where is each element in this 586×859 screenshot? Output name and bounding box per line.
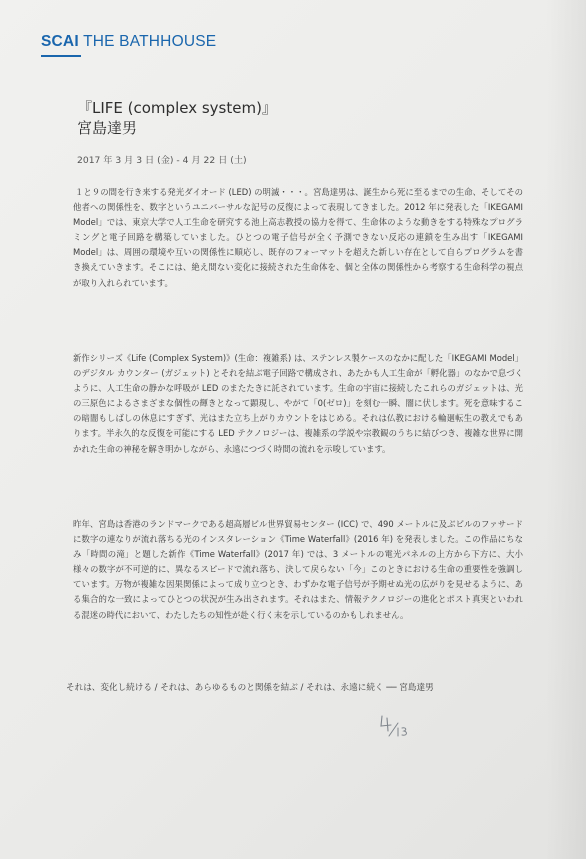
paragraph-new-series: 新作シリーズ《Life (Complex System)》(生命：複雑系) は、ステンレス製ケースのなかに配した「IKEGAMI Model」のデジタル カウンター (ガジェット) とそれを結ぶ電子回路で構成され、あたかも人工生命が「孵化器」のなかで息づくように、人工生命の静かな呼吸が LED のまたたきに託されています。生命の宇宙に接続したこれらのガジェットは、光の三原色によるさまざまな個性の輝きとなって顕現し、やがて「0(ゼロ)」を刻む一瞬、闇に伏します。死を意味するこの暗闇もしばしの休息にすぎず、光はまた立ち上がりカウントをはじめる。それは仏教における輪廻転生の教えでもあります。半永久的な反復を可能にする LED テクノロジーは、複雑系の学説や宗教観のうちに結びつき、複雑な世界に開かれた生命の神秘を解き明かしながら、永遠につづく時間の流れを示唆しています。 bbox=[73, 353, 523, 454]
logo-brand: SCAI bbox=[41, 33, 79, 50]
logo-name: THE BATHHOUSE bbox=[83, 33, 217, 50]
paragraph-intro: １と９の間を行き来する発光ダイオード (LED) の明滅・・・。宮島達男は、誕生から死に至るまでの生命、そしてその他者への関係性を、数字というユニバーサルな記号の反復によって表現してきました。2012 年に発表した「IKEGAMI Model」では、東京大学で人工生命を研究する池上高志教授の協力を得て、生命体のような動きをする特殊なプログラミングと電子回路を構築していました。ひとつの電子信号が全く予測できない反応の連鎖を生み出す「IKEGAMI Model」は、周囲の環境や互いの関係性に順応し、既存のフォーマットを超えた新しい存在として自らプログラムを書き換えていきます。そこには、絶え間ない変化に接続された生命体を、個と全体の関係性から考察する生命科学の視点が取り入れられています。 bbox=[73, 187, 523, 288]
page-shadow bbox=[546, 0, 586, 859]
gallery-logo[interactable] bbox=[41, 33, 216, 51]
closing-quote: それは、変化し続ける / それは、あらゆるものと関係を結ぶ / それは、永遠に続く ── 宮島達男 bbox=[66, 683, 434, 693]
handwritten-note bbox=[378, 714, 412, 738]
exhibition-title: 『LIFE (complex system)』 bbox=[77, 99, 277, 117]
logo-underline bbox=[41, 55, 81, 57]
paragraph-time-waterfall: 昨年、宮島は香港のランドマークである超高層ビル世界貿易センター (ICC) で、490 メートルに及ぶビルのファサードに数字の連なりが流れ落ちる光のインスタレーション《Time Waterfall》(2016 年) を発表しました。この作品にちなみ「時間の滝」と題した新作《Time Waterfall》(2017 年) では、3 メートルの電光パネルの上方から下方に、大小様々の数字が不可逆的に、異なるスピードで流れ落ち、決して戻らない「今」このときにおける生命の重要性を強調しています。万物が複雑な因果関係によって成り立つとき、わずかな電子信号が予期せぬ光の広がりを見せるように、ある集合的な一致によってひとつの状況が生み出されます。それはまた、情報テクノロジーの進化とポスト真実といわれる混迷の時代において、わたしたちの知性が赴く行く末を示しているのかもしれません。 bbox=[73, 519, 523, 620]
exhibition-dates: 2017 年 3 月 3 日 (金) - 4 月 22 日 (土) bbox=[77, 155, 247, 166]
artist-name: 宮島達男 bbox=[77, 119, 138, 137]
